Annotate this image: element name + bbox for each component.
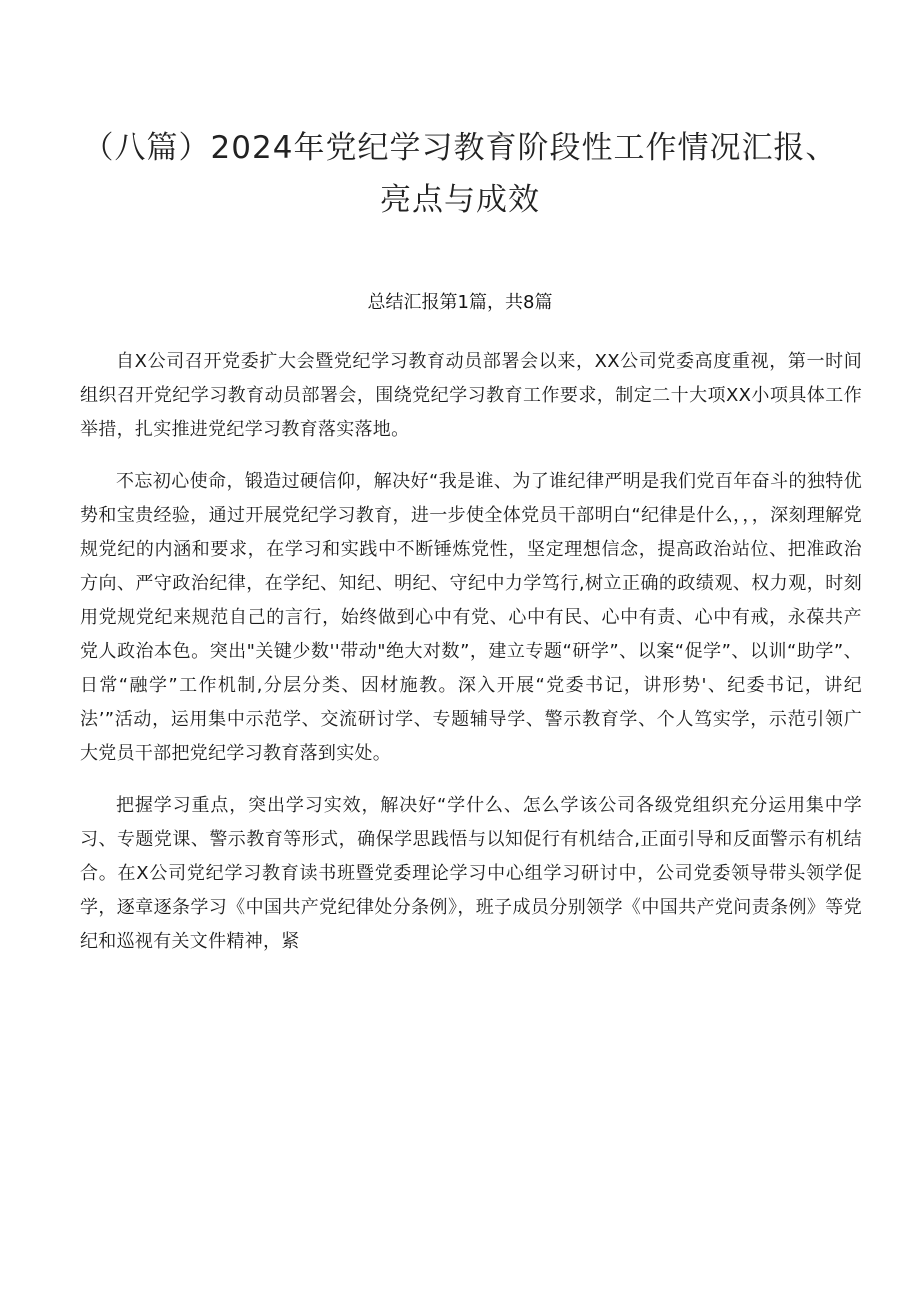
document-title: （八篇）2024年党纪学习教育阶段性工作情况汇报、亮点与成效 — [82, 130, 838, 218]
paragraph-1: 自X公司召开党委扩大会暨党纪学习教育动员部署会以来，XX公司党委高度重视，第一时间组织召开党纪学习教育动员部署会，围绕党纪学习教育工作要求，制定二十大项XX小项具体工作举措，扎实推进党纪学习教育落实落地。 — [80, 351, 862, 440]
paragraph-3: 把握学习重点，突出学习实效，解决好“学什么、怎么学该公司各级党组织充分运用集中学习、专题党课、警示教育等形式，确保学思践悟与以知促行有机结合,正面引导和反面警示有机结合。在X公司党纪学习教育读书班暨党委理论学习中心组学习研讨中，公司党委领导带头领学促学，逐章逐条学习《中国共产党纪律处分条例》，班子成员分别领学《中国共产党问责条例》等党纪和巡视有关文件精神，紧 — [80, 795, 862, 952]
document-subtitle: 总结汇报第1篇，共8篇 — [367, 292, 553, 313]
document-body — [80, 345, 862, 977]
paragraph-2: 不忘初心使命，锻造过硬信仰，解决好“我是谁、为了谁纪律严明是我们党百年奋斗的独特优势和宝贵经验，通过开展党纪学习教育，进一步使全体党员干部明白“纪律是什么，，，深刻理解党规党纪的内涵和要求，在学习和实践中不断锤炼党性，坚定理想信念，提高政治站位、把准政治方向、严守政治纪律，在学纪、知纪、明纪、守纪中力学笃行,树立正确的政绩观、权力观，时刻用党规党纪来规范自己的言行，始终做到心中有党、心中有民、心中有责、心中有戒，永葆共产党人政治本色。突出"关键少数''带动"绝大对数”，建立专题“研学”、以案“促学”、以训“助学”、日常“融学”工作机制,分层分类、因材施教。深入开展“党委书记，讲形势'、纪委书记，讲纪法’”活动，运用集中示范学、交流研讨学、专题辅导学、警示教育学、个人笃实学，示范引领广大党员干部把党纪学习教育落到实处。 — [80, 471, 862, 764]
